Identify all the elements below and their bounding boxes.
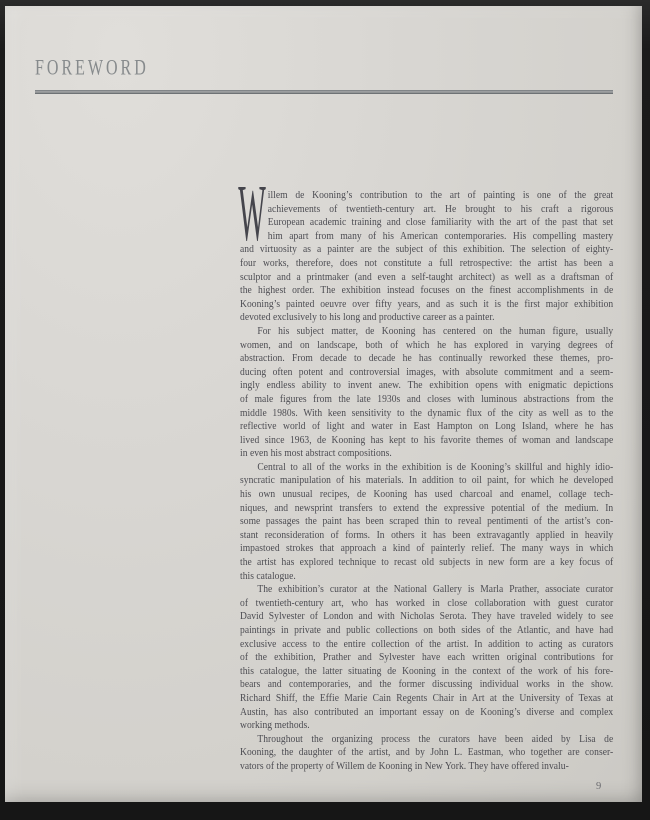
text-line: Kooning’s painted oeuvre over fifty years, and as such it is the first major exhibition [240, 297, 614, 310]
text-line: stant reconsideration of forms. In others it has been extravagantly applied in heavily [240, 528, 614, 541]
text-line: Kooning, the daughter of the artist, and by John L. Eastman, who together are conser- [240, 746, 614, 759]
text-line: European academic training and close familiarity with the art of the past that set [267, 216, 614, 229]
text-line: Central to all of the works in the exhibition is de Kooning’s skillful and highly idio- [257, 460, 614, 473]
text-line: lived since 1963, de Kooning has kept to his favorite themes of woman and landscape [240, 433, 614, 446]
text-line: David Sylvester of London and with Nicholas Serota. They have traveled widely to see [240, 610, 614, 623]
text-line: of the exhibition, Prather and Sylvester have each written original contributions for [240, 651, 614, 664]
text-line: syncratic manipulation of his materials. In addition to oil paint, for which he developed [240, 474, 614, 487]
text-line: some passages the paint has been scraped thin to reveal pentimenti of the artist’s con- [240, 515, 614, 528]
paragraph-4 [240, 583, 613, 733]
drop-cap-letter: W [238, 170, 266, 258]
text-block [238, 170, 614, 774]
text-line: paintings in private and public collections on both sides of the Atlantic, and have had [240, 624, 614, 636]
text-line: women, and on landscape, both of which he has explored in varying degrees of [240, 338, 614, 351]
text-line: this catalogue, the latter situating de Kooning in the context of the work of his fore- [240, 664, 614, 677]
text-line: reflective world of light and water in East Hampton on Long Island, where he has [240, 420, 614, 433]
text-line: Richard Shiff, the Effie Marie Cain Regents Chair in Art at the University of Texas at [240, 691, 614, 704]
book-page [5, 6, 642, 802]
page-number: 9 [596, 781, 602, 792]
text-line: The exhibition’s curator at the National Gallery is Marla Prather, associate curator [257, 583, 614, 596]
text-line: niques, and newsprint transfers to extend the expressive potential of the medium. In [240, 501, 614, 514]
text-line: bears and contemporaries, and the former discussing individual works in the show. [240, 678, 614, 691]
text-line: Austin, has also contributed an important essay on de Kooning’s diverse and complex [240, 705, 614, 718]
text-line: of male figures from the late 1930s and closes with luminous abstractions from the [240, 392, 614, 405]
paragraph-5 [240, 733, 613, 774]
text-line: ingly endless ability to invent anew. The exhibition opens with enigmatic depictions [240, 379, 614, 392]
paragraph-2 [240, 325, 613, 461]
text-line: devoted exclusively to his long and productive career as a painter. [240, 311, 495, 324]
text-line: and virtuosity as a painter are the subject of this exhibition. The selection of eighty- [240, 243, 614, 256]
text-line: four works, therefore, does not constitute a full retrospective: the artist has been a [240, 256, 614, 269]
text-line: his own unusual recipes, de Kooning has used charcoal and enamel, collage tech- [240, 488, 614, 501]
text-line: Throughout the organizing process the curators have been aided by Lisa de [257, 732, 614, 745]
text-line: exclusive access to the entire collection of the artist. In addition to acting as curators [240, 637, 614, 650]
text-line: illem de Kooning’s contribution to the art of painting is one of the great [267, 189, 614, 201]
text-line: middle 1980s. With keen sensitivity to the dynamic flux of the city as well as to the [240, 406, 614, 419]
paragraph-1 [238, 170, 614, 325]
text-line: sculptor and a printmaker (and even a self-taught architect) as well as a draftsman of [240, 270, 614, 283]
text-line: working methods. [240, 719, 310, 732]
text-line: in even his most abstract compositions. [240, 447, 392, 460]
paragraph-3 [240, 461, 613, 583]
foreword-heading [35, 56, 149, 81]
text-line: For his subject matter, de Kooning has centered on the human figure, usually [257, 324, 614, 337]
text-line: of twentieth-century art, who has worked in close collaboration with guest curator [240, 596, 614, 609]
drop-cap [238, 170, 266, 258]
text-line: the highest order. The exhibition instead focuses on the finest accomplishments in de [240, 284, 614, 297]
text-line: vators of the property of Willem de Kooning in New York. They have offered invalu- [240, 759, 569, 772]
text-line: achievements of twentieth-century art. He brought to his craft a rigorous [267, 202, 614, 215]
text-line: him apart from many of his American contemporaries. His compelling mastery [267, 229, 614, 242]
text-line: impastoed strokes that approach a kind of painterly relief. The many ways in which [240, 542, 614, 555]
foreword-heading-text: FOREWORD [35, 56, 149, 81]
text-line: ducing often potent and controversial images, with absolute commitment and a seem- [240, 365, 614, 378]
heading-rule [35, 90, 613, 94]
text-line: abstraction. From decade to decade he has continually reworked these themes, pro- [240, 352, 614, 365]
text-line: the artist has explored technique to recast old subjects in new form are a key focus of [240, 556, 614, 569]
text-line: this catalogue. [240, 569, 296, 582]
